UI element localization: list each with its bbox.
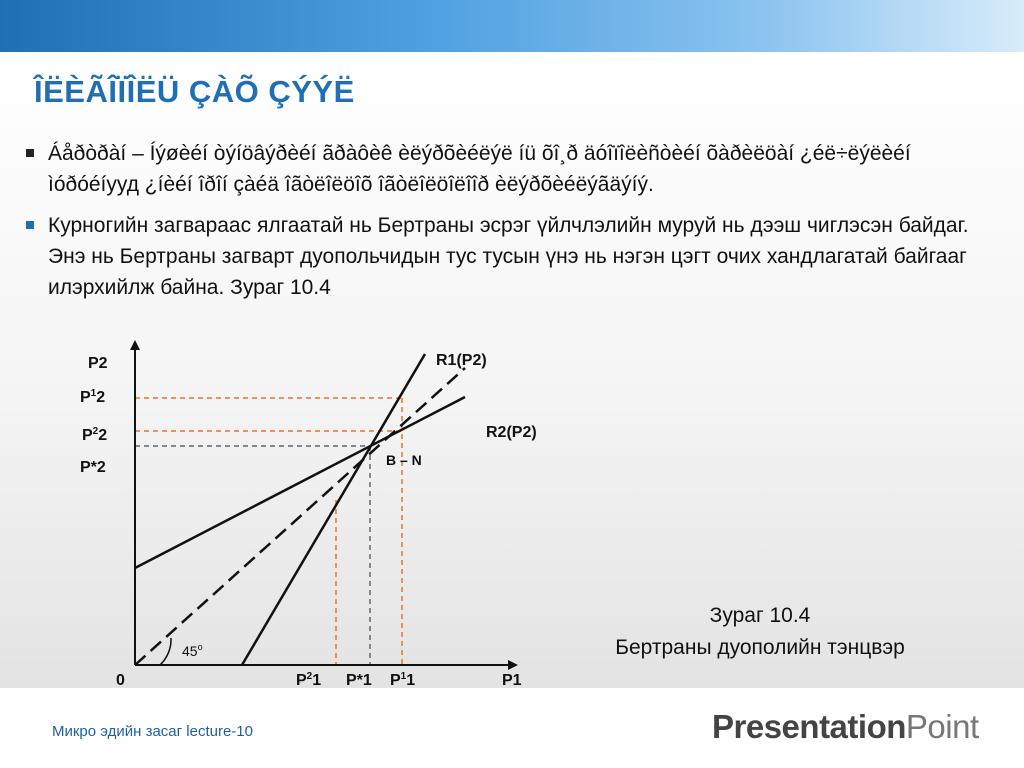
logo-word-1: Presentation <box>712 708 906 745</box>
angle-label: 45$^o$ <box>182 642 203 659</box>
slide-title: ÎËÈÃÎÏÎËÜ ÇÀÕ ÇÝÝË <box>34 74 355 109</box>
x-axis-title: P1 <box>502 672 522 689</box>
presentationpoint-logo <box>712 708 979 746</box>
x-axis-arrow-icon <box>508 660 518 670</box>
logo-word-2: Point <box>905 708 979 745</box>
series-r2-line <box>135 397 465 568</box>
bullet-item <box>24 138 984 200</box>
series-45-degree-line <box>135 368 465 665</box>
bullet-list <box>24 138 984 313</box>
y-axis-title: P2 <box>88 355 108 372</box>
header-band <box>0 0 1024 52</box>
x-tick-p1-1: $P^11$ <box>390 671 416 689</box>
y-tick-p1-2: $P^12$ <box>80 388 106 406</box>
bullet-square-icon <box>26 149 34 157</box>
bullet-square-icon <box>26 221 34 229</box>
x-tick-pstar-1: P*1 <box>346 672 372 689</box>
bullet-item <box>24 210 984 303</box>
bullet-text: Курногийн загвараас ялгаатай нь Бертраны эсрэг үйлчлэлийн муруй нь дээш чиглэсэн байдаг. Энэ нь Бертраны загварт дуопольчидын тус тусын үнэ нь нэгэн цэгт очих хандлагатай байгааг илэрхийлж байна. Зураг 10.4 <box>48 214 969 299</box>
figure-caption <box>560 600 960 664</box>
footer-lecture-label: Микро эдийн засаг lecture-10 <box>52 723 253 740</box>
angle-arc <box>160 638 171 665</box>
series-r1-line <box>242 354 425 665</box>
caption-figure-title: Бертраны дуополийн тэнцвэр <box>615 636 905 659</box>
y-axis-arrow-icon <box>130 340 140 350</box>
series-r2-label: R2(P2) <box>486 424 537 441</box>
equilibrium-label: B – N <box>386 452 422 468</box>
y-tick-pstar-2: P*2 <box>80 459 106 476</box>
origin-label: 0 <box>116 672 125 689</box>
y-tick-p2-2: $P^22$ <box>82 426 108 444</box>
bullet-text: Áåðòðàí – Íýøèéí òýíöâýðèéí ãðàôèê èëýðõèéëýë íü õî¸ð äóîïîëèñòèéí õàðèëöàí ¿éë÷ëýëèéí ìóðóéíууд ¿íèéí îðîí çàéä îãòëîëöîõ îãòëîëöîëîîð èëýðõèéëýãäýíý. <box>48 142 911 196</box>
x-tick-p2-1: $P^21$ <box>296 671 322 689</box>
series-r1-label: R1(P2) <box>436 352 487 369</box>
bertrand-chart <box>60 340 560 695</box>
caption-figure-number: Зураг 10.4 <box>709 604 811 627</box>
